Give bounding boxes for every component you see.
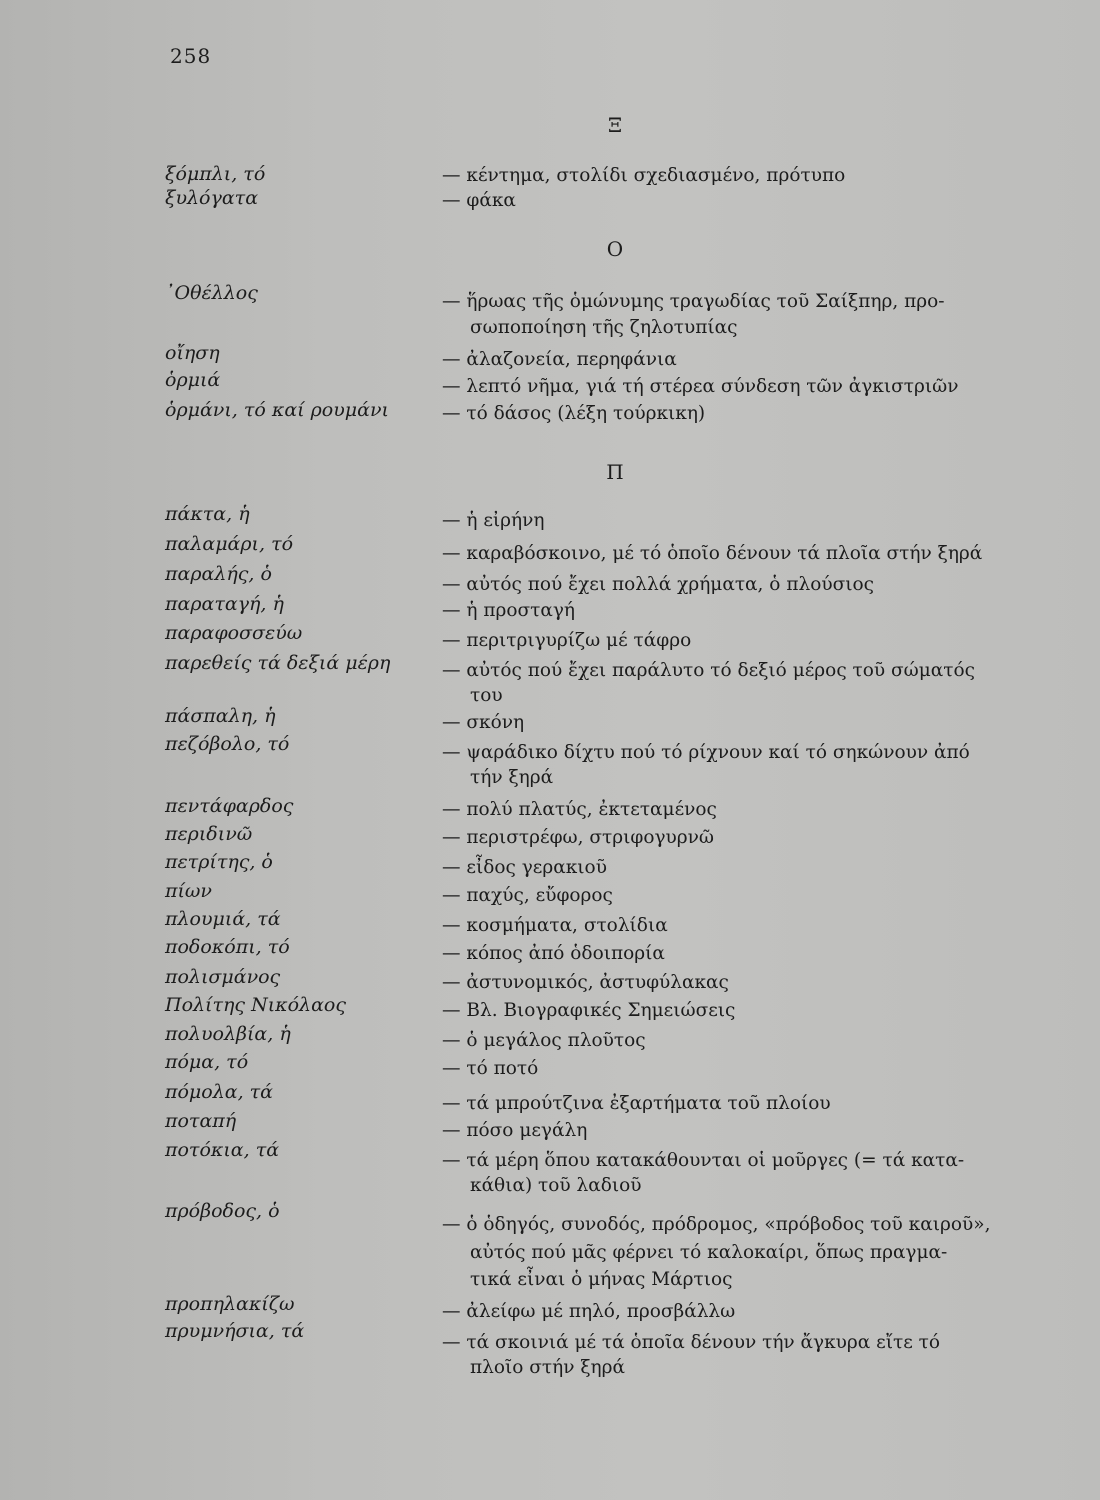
entry-definition: — ἀλαζονεία, περηφάνια — [442, 349, 677, 370]
entry-term: ποδοκόπι, τό — [165, 936, 290, 958]
entry-definition: — ἀστυνομικός, ἀστυφύλακας — [442, 972, 729, 993]
entry-term: πετρίτης, ὁ — [165, 851, 273, 873]
entry-definition: — παχύς, εὔφορος — [442, 885, 613, 906]
section-heading-xi: Ξ — [607, 113, 623, 137]
entry-term: πόμολα, τά — [165, 1081, 274, 1103]
entry-term: ὁρμάνι, τό καί ρουμάνι — [165, 399, 389, 421]
entry-term: προπηλακίζω — [165, 1293, 295, 1315]
entry-definition: — τό δάσος (λέξη τούρκικη) — [442, 403, 706, 424]
entry-definition: — τά μπρούτζινα ἐξαρτήματα τοῦ πλοίου — [442, 1093, 831, 1114]
entry-term: ξυλόγατα — [165, 187, 259, 209]
entry-definition: — Βλ. Βιογραφικές Σημειώσεις — [442, 1000, 736, 1021]
entry-definition: — ἡ προσταγή — [442, 600, 576, 621]
entry-term: περιδινῶ — [165, 823, 253, 845]
entry-continuation: αὐτός πού μᾶς φέρνει τό καλοκαίρι, ὅπως πραγμα- — [470, 1242, 948, 1263]
entry-term: ποταπή — [165, 1110, 237, 1132]
entry-definition: — κέντημα, στολίδι σχεδιασμένο, πρότυπο — [442, 165, 846, 186]
entry-term: πεζόβολο, τό — [165, 733, 290, 755]
entry-term: πάσπαλη, ἡ — [165, 705, 276, 727]
entry-term: παλαμάρι, τό — [165, 533, 294, 555]
entry-continuation: του — [470, 685, 503, 706]
entry-definition: — κοσμήματα, στολίδια — [442, 915, 668, 936]
page-number: 258 — [170, 44, 212, 68]
entry-continuation: τικά εἶναι ὁ μήνας Μάρτιος — [470, 1269, 733, 1290]
entry-definition: — ὁ ὁδηγός, συνοδός, πρόδρομος, «πρόβοδος τοῦ καιροῦ», — [442, 1214, 991, 1235]
entry-term: πεντάφαρδος — [165, 795, 294, 817]
entry-term: πλουμιά, τά — [165, 908, 281, 930]
entry-definition: — τό ποτό — [442, 1058, 539, 1079]
entry-definition: — φάκα — [442, 190, 516, 211]
entry-definition: — ἥρωας τῆς ὁμώνυμης τραγωδίας τοῦ Σαίξπηρ, προ- — [442, 291, 945, 312]
entry-term: πάκτα, ἡ — [165, 503, 250, 525]
entry-definition: — αὐτός πού ἔχει πολλά χρήματα, ὁ πλούσιος — [442, 574, 874, 595]
entry-definition: — ἀλείφω μέ πηλό, προσβάλλω — [442, 1301, 736, 1322]
entry-definition: — κόπος ἀπό ὁδοιπορία — [442, 943, 665, 964]
entry-continuation: τήν ξηρά — [470, 767, 554, 788]
section-heading-o: O — [606, 237, 624, 261]
entry-definition: — τά μέρη ὅπου κατακάθουνται οἱ μοῦργες (= τά κατα- — [442, 1150, 965, 1171]
entry-continuation: σωποποίηση τῆς ζηλοτυπίας — [470, 317, 738, 338]
entry-definition: — τά σκοινιά μέ τά ὁποῖα δένουν τήν ἄγκυρα εἴτε τό — [442, 1332, 941, 1353]
entry-term: παραλής, ὁ — [165, 563, 272, 585]
entry-term: ᾿Οθέλλος — [165, 282, 258, 304]
entry-term: πρόβοδος, ὁ — [165, 1200, 280, 1222]
entry-term: πολισμάνος — [165, 966, 281, 988]
entry-definition: — ψαράδικο δίχτυ πού τό ρίχνουν καί τό σηκώνουν ἀπό — [442, 742, 970, 763]
entry-definition: — πολύ πλατύς, ἐκτεταμένος — [442, 799, 717, 820]
entry-definition: — καραβόσκοινο, μέ τό ὁποῖο δένουν τά πλοῖα στήν ξηρά — [442, 543, 983, 564]
entry-term: πολυολβία, ἡ — [165, 1023, 291, 1045]
entry-definition: — αὐτός πού ἔχει παράλυτο τό δεξιό μέρος τοῦ σώματός — [442, 660, 976, 681]
entry-term: ὁρμιά — [165, 369, 221, 391]
entry-term: πρυμνήσια, τά — [165, 1320, 305, 1342]
entry-continuation: κάθια) τοῦ λαδιοῦ — [470, 1175, 642, 1196]
entry-term: παραταγή, ἡ — [165, 593, 284, 615]
entry-term: παρεθείς τά δεξιά μέρη — [165, 652, 391, 674]
section-heading-pi: Π — [606, 460, 624, 484]
entry-definition: — περιτριγυρίζω μέ τάφρο — [442, 630, 692, 651]
entry-term: πίων — [165, 880, 212, 902]
entry-definition: — σκόνη — [442, 712, 525, 733]
entry-term: ξόμπλι, τό — [165, 163, 266, 185]
entry-continuation: πλοῖο στήν ξηρά — [470, 1357, 626, 1378]
entry-definition: — εἶδος γερακιοῦ — [442, 857, 607, 878]
entry-definition: — περιστρέφω, στριφογυρνῶ — [442, 827, 714, 848]
entry-definition: — λεπτό νῆμα, γιά τή στέρεα σύνδεση τῶν ἀγκιστριῶν — [442, 376, 959, 397]
entry-term: παραφοσσεύω — [165, 622, 303, 644]
entry-definition: — ἡ εἰρήνη — [442, 510, 545, 531]
entry-term: ποτόκια, τά — [165, 1139, 280, 1161]
entry-term: οἴηση — [165, 342, 220, 364]
entry-term: Πολίτης Νικόλαος — [165, 994, 347, 1016]
entry-term: πόμα, τό — [165, 1051, 249, 1073]
entry-definition: — πόσο μεγάλη — [442, 1120, 588, 1141]
entry-definition: — ὁ μεγάλος πλοῦτος — [442, 1030, 646, 1051]
